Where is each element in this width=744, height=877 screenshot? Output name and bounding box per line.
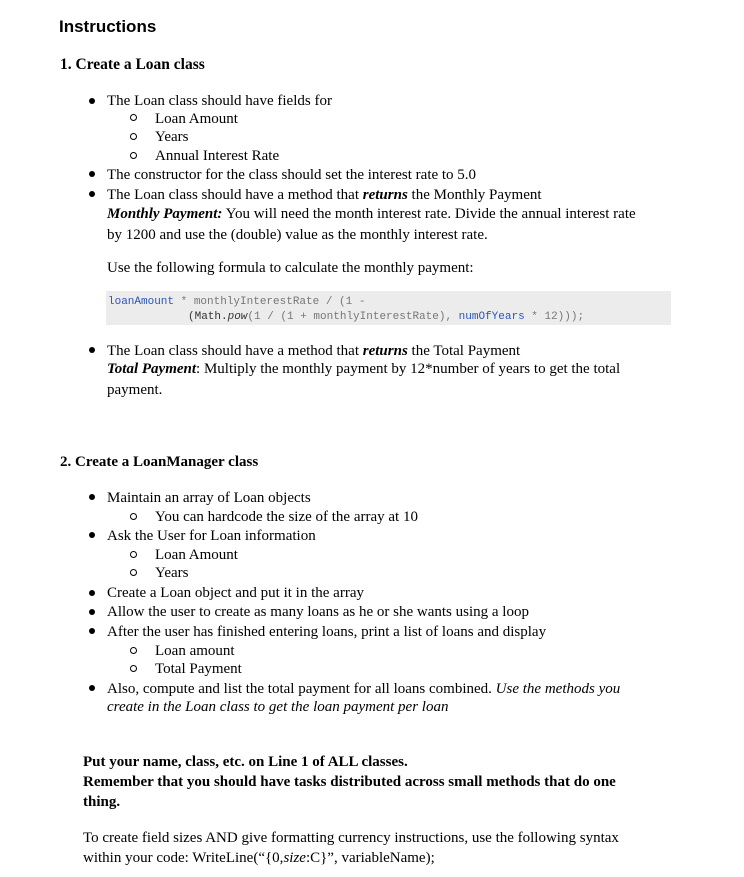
sub-list-item: You can hardcode the size of the array at 10 <box>155 509 418 525</box>
monthly-payment-description-cont: by 1200 and use the (double) value as the monthly interest rate. <box>107 227 488 243</box>
sub-bullet-marker <box>130 152 137 159</box>
sub-bullet-marker <box>130 133 137 140</box>
bullet-marker <box>89 609 95 615</box>
bullet-marker <box>89 590 95 596</box>
list-item: Create a Loan object and put it in the array <box>107 585 364 601</box>
sub-list-item: Loan amount <box>155 643 235 659</box>
list-item: Maintain an array of Loan objects <box>107 490 311 506</box>
formula-intro: Use the following formula to calculate the monthly payment: <box>107 260 474 276</box>
list-item: The Loan class should have fields for <box>107 93 332 109</box>
format-instruction-2: within your code: WriteLine(“{0,size:C}”, variableName); <box>83 850 435 866</box>
code-line-1: loanAmount * monthlyInterestRate / (1 - <box>108 296 366 308</box>
sub-bullet-marker <box>130 513 137 520</box>
bullet-marker <box>89 171 95 177</box>
bullet-marker <box>89 494 95 500</box>
bullet-marker <box>89 532 95 538</box>
monthly-payment-description: Monthly Payment: You will need the month interest rate. Divide the annual interest rate <box>107 206 636 222</box>
section-2-heading: 2. Create a LoanManager class <box>60 454 259 470</box>
sub-bullet-marker <box>130 551 137 558</box>
bullet-marker <box>89 628 95 634</box>
sub-bullet-marker <box>130 569 137 576</box>
sub-bullet-marker <box>130 665 137 672</box>
sub-list-item: Total Payment <box>155 661 242 677</box>
list-item: The Loan class should have a method that returns the Total Payment <box>107 343 521 359</box>
format-instruction-1: To create field sizes AND give formatting currency instructions, use the following syntax <box>83 830 619 846</box>
list-item: The constructor for the class should set the interest rate to 5.0 <box>107 167 477 183</box>
list-item: After the user has finished entering loans, print a list of loans and display <box>107 624 547 640</box>
bullet-marker <box>89 685 95 691</box>
sub-list-item: Loan Amount <box>155 111 238 127</box>
list-item-cont: create in the Loan class to get the loan payment per loan <box>107 699 449 715</box>
bullet-marker <box>89 347 95 353</box>
list-item: Allow the user to create as many loans as he or she wants using a loop <box>107 604 529 620</box>
sub-bullet-marker <box>130 114 137 121</box>
list-item: Ask the User for Loan information <box>107 528 316 544</box>
sub-list-item: Years <box>155 129 189 145</box>
page-title: Instructions <box>59 17 157 36</box>
list-item: The Loan class should have a method that returns the Monthly Payment <box>107 187 542 203</box>
sub-list-item: Loan Amount <box>155 547 238 563</box>
note-line-2: Remember that you should have tasks distributed across small methods that do one <box>83 774 616 790</box>
sub-list-item: Annual Interest Rate <box>155 148 280 164</box>
note-line-3: thing. <box>83 794 121 810</box>
note-line-1: Put your name, class, etc. on Line 1 of ALL classes. <box>83 754 408 770</box>
section-1-heading: 1. Create a Loan class <box>60 56 205 73</box>
bullet-marker <box>89 191 95 197</box>
total-payment-description-cont: payment. <box>107 382 163 398</box>
code-line-2: (Math.pow(1 / (1 + monthlyInterestRate), numOfYears * 12))); <box>188 311 585 323</box>
list-item: Also, compute and list the total payment for all loans combined. Use the methods you <box>107 681 621 697</box>
bullet-marker <box>89 98 95 104</box>
total-payment-description: Total Payment: Multiply the monthly payment by 12*number of years to get the total <box>107 361 621 377</box>
sub-list-item: Years <box>155 565 189 581</box>
sub-bullet-marker <box>130 647 137 654</box>
